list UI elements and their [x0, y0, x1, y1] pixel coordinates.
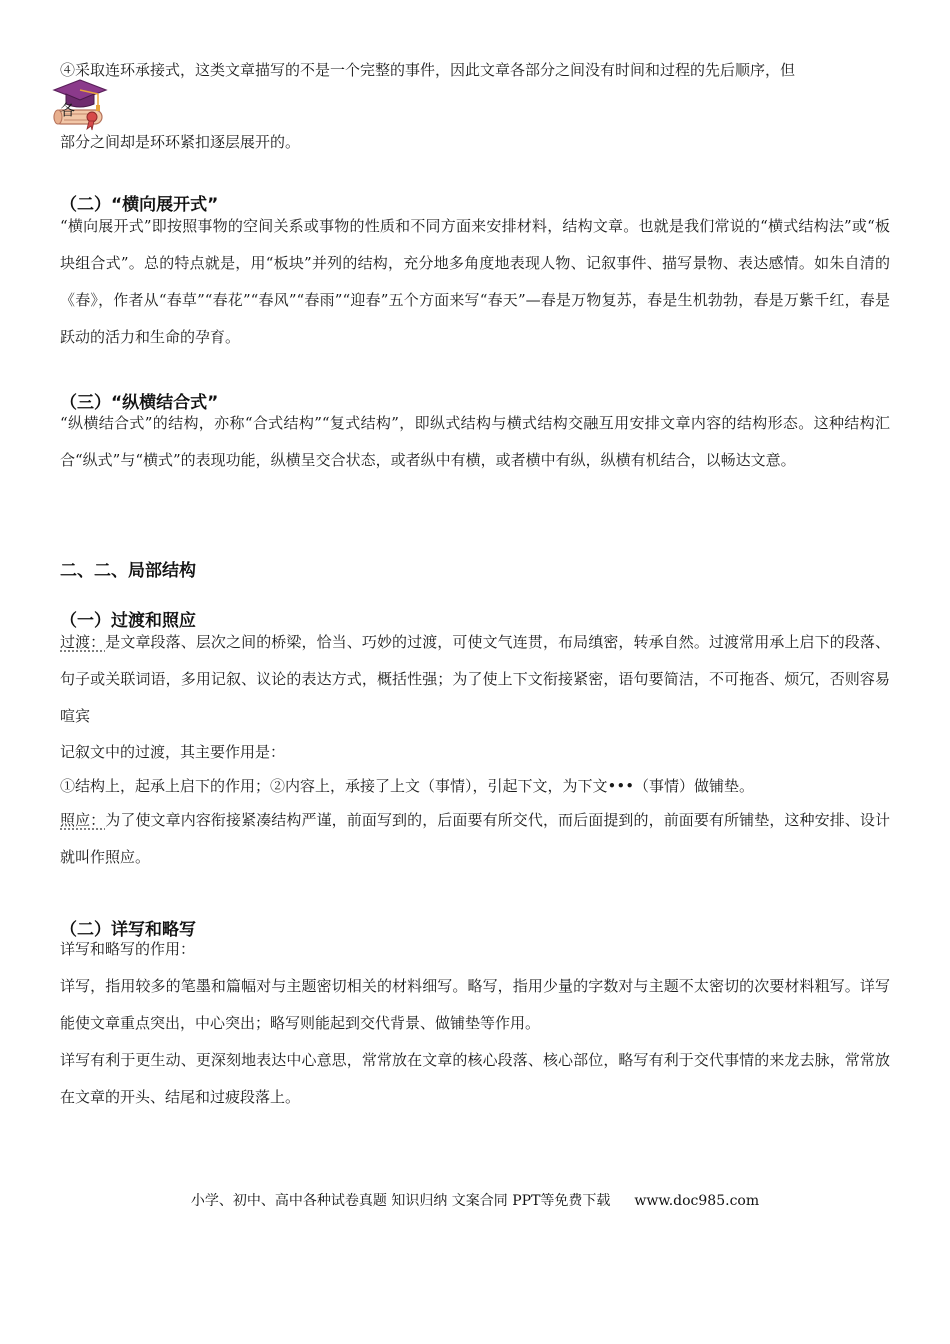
footer-text: 小学、初中、高中各种试卷真题 知识归纳 文案合同 PPT等免费下载 [190, 1193, 611, 1209]
detail-brief-intro: 详写和略写的作用： [60, 940, 196, 958]
detail-brief-text-1: 详写，指用较多的笔墨和篇幅对与主题密切相关的材料细写。略写，指用少量的字数对与主题不太密切的次要材料粗写。详写能使文章重点突出，中心突出；略写则能起到交代背景、做铺垫等作用。 [60, 977, 890, 1032]
echo-term: 照应： [60, 811, 106, 829]
section-text-horizontal: “横向展开式”即按照事物的空间关系或事物的性质和不同方面来安排材料，结构文章。也就是我们常说的“横式结构法”或“板块组合式”。总的特点就是，用“板块”并列的结构，充分地多角度地表现人物、记叙事件、描写景物、表达感情。如朱自清的《春》，作者从“春草”“春花”“春风”“春雨”“迎春”五个方面来写“春天”—春是万物复苏，春是生机勃勃，春是万紫千红，春是跃动的活力和生命的孕育。 [60, 217, 890, 346]
subsection-heading-detail-brief: （二）详写和略写 [60, 920, 196, 940]
narrative-points: ①结构上，起承上启下的作用；②内容上，承接了上文（事情），引起下文，为下文•••（事情）做铺垫。 [60, 777, 755, 795]
paragraph-method-4-line-1: ④采取连环承接式，这类文章描写的不是一个完整的事件，因此文章各部分之间没有时间和过程的先后顺序，但 [60, 61, 796, 79]
transition-term: 过渡： [60, 633, 106, 651]
echo-text: 为了使文章内容衔接紧凑结构严谨，前面写到的，后面要有所交代，而后面提到的，前面要有所铺垫，这种安排、设计就叫作照应。 [60, 811, 890, 866]
section-text-combined: “纵横结合式”的结构，亦称“合式结构”“复式结构”，即纵式结构与横式结构交融互用安排文章内容的结构形态。这种结构汇合“纵式”与“横式”的表现功能，纵横呈交合状态，或者纵中有横，或者横中有纵，纵横有机结合，以畅达文意。 [60, 414, 890, 469]
section-heading-combined: （三）“纵横结合式” [60, 393, 219, 413]
page-footer [0, 1190, 950, 1210]
echo-paragraph [60, 802, 890, 876]
section-heading-horizontal: （二）“横向展开式” [60, 195, 219, 215]
subsection-heading-transition-echo: （一）过渡和照应 [60, 611, 196, 631]
transition-paragraph [60, 624, 890, 735]
narrative-intro: 记叙文中的过渡，其主要作用是： [60, 743, 286, 761]
paragraph-method-4-fragment: 各 [60, 101, 76, 119]
detail-brief-text-2: 详写有利于更生动、更深刻地表达中心意思，常常放在文章的核心段落、核心部位，略写有利于交代事情的来龙去脉，常常放在文章的开头、结尾和过疲段落上。 [60, 1051, 890, 1106]
transition-text: 是文章段落、层次之间的桥梁，恰当、巧妙的过渡，可使文气连贯，布局缜密，转承自然。过渡常用承上启下的段落、句子或关联词语，多用记叙、议论的表达方式，概括性强；为了使上下文衔接紧密，语句要简洁，不可拖沓、烦冗，否则容易喧宾 [60, 633, 890, 725]
part-heading-local-structure: 二、二、局部结构 [60, 561, 196, 581]
paragraph-method-4-line-3: 部分之间却是环环紧扣逐层展开的。 [60, 133, 301, 151]
footer-url[interactable]: www.doc985.com [634, 1193, 760, 1209]
